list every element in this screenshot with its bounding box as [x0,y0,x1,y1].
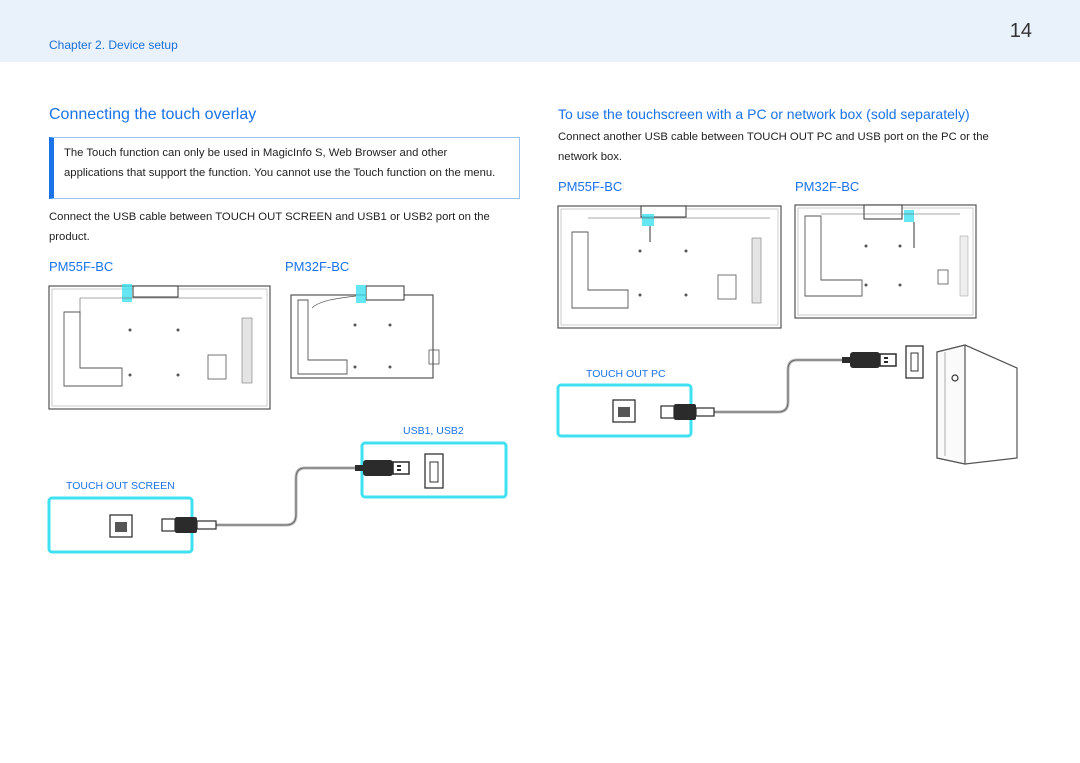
usb-b-plug-icon [674,404,696,420]
touch-out-pc-label: TOUCH OUT PC [586,368,666,380]
left-pm32f-diagram [291,285,439,378]
right-usb-connection [558,346,923,436]
usb-port-label: USB1, USB2 [403,425,464,437]
left-pm55f-diagram [49,284,270,409]
pc-tower-icon [937,345,1017,464]
right-instruction: Connect another USB cable between TOUCH OUT PC and USB port on the PC or the network box. [558,131,989,163]
right-model-b-label: PM32F-BC [795,179,860,194]
usb-a-plug-icon [842,352,896,368]
left-usb-connection [49,443,506,552]
page-number: 14 [1009,20,1032,42]
usb-a-plug-icon [355,460,409,476]
left-instruction: Connect the USB cable between TOUCH OUT SCREEN and USB1 or USB2 port on the product. [49,211,490,243]
left-model-b-label: PM32F-BC [285,259,350,274]
chapter-title: Chapter 2. Device setup [49,38,178,52]
usb-b-plug-icon [175,517,197,533]
right-model-a-label: PM55F-BC [558,179,623,194]
note-text: The Touch function can only be used in MagicInfo S, Web Browser and other applications that support the function. You cannot use the Touch function on the menu. [64,147,496,179]
section-heading-touch-overlay: Connecting the touch overlay [49,106,257,123]
touch-out-screen-label: TOUCH OUT SCREEN [66,480,175,492]
section-heading-pc-network-box: To use the touchscreen with a PC or network box (sold separately) [558,106,970,122]
right-pm55f-diagram [558,206,781,328]
right-pm32f-diagram [795,205,976,318]
left-model-a-label: PM55F-BC [49,259,114,274]
